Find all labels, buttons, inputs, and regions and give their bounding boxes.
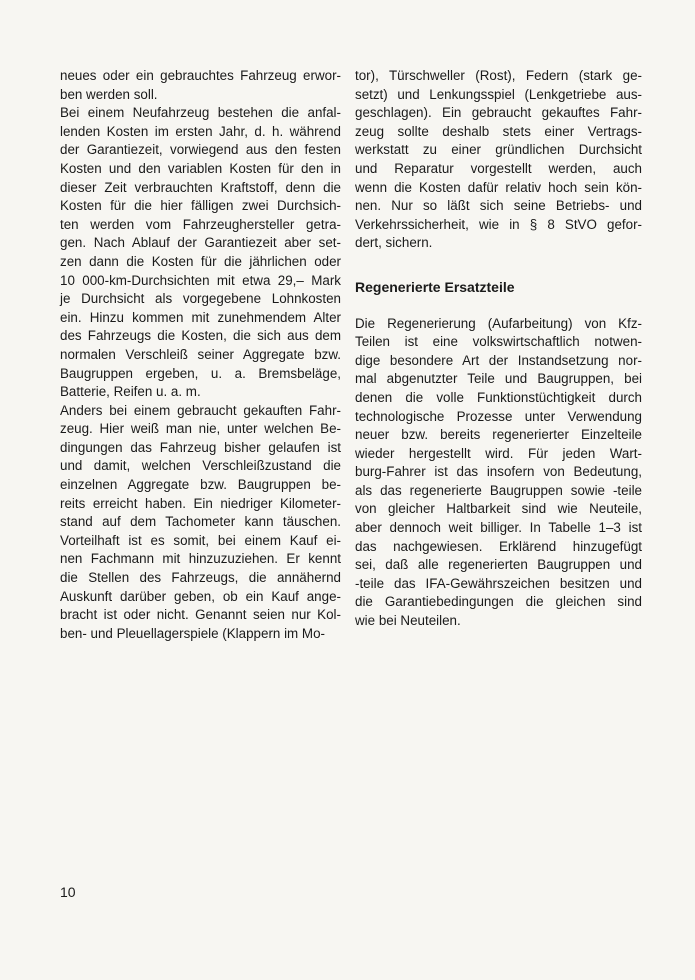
text-line: des Fahrzeugs die Kosten, die sich aus dem: [60, 328, 341, 344]
text-line: neuer bzw. bereits regenerierter Einzelteile: [355, 427, 642, 443]
section-heading: Regenerierte Ersatzteile: [355, 278, 515, 295]
text-line: stand auf dem Tachometer kann täuschen.: [60, 514, 341, 530]
text-line: Verkehrssicherheit, wie in § 8 StVO gefor-: [355, 216, 642, 232]
page-number: 10: [60, 884, 76, 900]
text-line: dieser Zeit verbrauchten Kraftstoff, denn die: [60, 179, 341, 195]
text-line: gen. Nach Ablauf der Garantiezeit aber set-: [60, 235, 341, 251]
text-line: Kosten für die hier fälligen zwei Durchsich-: [60, 198, 341, 214]
text-line: Die Regenerierung (Aufarbeitung) von Kfz-: [355, 315, 642, 331]
text-line: geschlagen). Ein gebraucht gekauftes Fahr-: [355, 105, 642, 121]
text-line: der Garantiezeit, vorwiegend aus den festen: [60, 142, 341, 158]
text-line: aber dennoch weit billiger. In Tabelle 1–3 ist: [355, 520, 642, 536]
text-line: nen Fachmann mit hinzuzuziehen. Er kennt: [60, 551, 341, 567]
right-column-paragraph: [355, 67, 642, 253]
right-text-column: [355, 67, 642, 631]
text-line: denen die volle Funktionstüchtigkeit durch: [355, 389, 642, 405]
text-line: normalen Verschleiß seiner Aggregate bzw.: [60, 346, 341, 362]
text-line: mal abgenutzter Teile und Baugruppen, bei: [355, 371, 642, 387]
text-line: technologische Prozesse unter Verwendung: [355, 408, 642, 424]
text-line: zeug. Hier weiß man nie, unter welchen Be-: [60, 421, 341, 437]
text-line: als das regenerierte Baugruppen sowie -teile: [355, 482, 642, 498]
text-line: lenden Kosten im ersten Jahr, d. h. während: [60, 123, 341, 139]
text-line: Batterie, Reifen u. a. m.: [60, 384, 201, 400]
text-line: Auskunft darüber geben, ob ein Kauf ange-: [60, 588, 341, 604]
text-line: Vorteilhaft ist es somit, bei einem Kauf ei-: [60, 532, 341, 548]
text-line: reits erreicht haben. Ein niedriger Kilometer-: [60, 495, 341, 511]
text-line: bracht ist oder nicht. Genannt seien nur Kol-: [60, 607, 341, 623]
text-line: dingungen das Fahrzeug bisher gelaufen ist: [60, 439, 341, 455]
text-line: und Reparatur vorgestellt werden, auch: [355, 160, 642, 176]
text-line: zen dann die Kosten für die jährlichen oder: [60, 253, 341, 269]
text-line: neues oder ein gebrauchtes Fahrzeug erwor-: [60, 68, 341, 83]
text-line: Teilen ist eine volkswirtschaftlich notwen-: [355, 334, 642, 350]
text-line: Anders bei einem gebraucht gekauften Fahr-: [60, 402, 341, 418]
text-line: zeug sollte deshalb stets einer Vertrags-: [355, 123, 642, 139]
text-line: von gleicher Haltbarkeit sind wie Neuteile,: [355, 501, 642, 517]
text-line: -teile das IFA-Gewährszeichen besitzen und: [355, 575, 642, 591]
text-line: dert, sichern.: [355, 235, 433, 251]
text-line: ben- und Pleuellagerspiele (Klappern im Mo-: [60, 625, 325, 641]
right-column-section-body: [355, 315, 642, 631]
text-line: Baugruppen ergeben, u. a. Bremsbeläge,: [60, 365, 341, 381]
text-line: wie bei Neuteilen.: [355, 613, 461, 629]
text-line: sei, daß alle regenerierten Baugruppen und: [355, 557, 642, 573]
text-line: die Stellen des Fahrzeugs, die annähernd: [60, 570, 341, 586]
text-line: und damit, welchen Verschleißzustand die: [60, 458, 341, 474]
text-line: ben werden soll.: [60, 86, 158, 102]
text-line: nen. Nur so läßt sich seine Betriebs- und: [355, 198, 642, 214]
text-line: dige besondere Art der Instandsetzung nor-: [355, 352, 642, 368]
text-line: je Durchsicht als vorgegebene Lohnkosten: [60, 291, 341, 307]
text-line: ten werden vom Fahrzeughersteller getra-: [60, 216, 341, 232]
text-line: wenn die Kosten dafür relativ hoch sein kön-: [355, 179, 642, 195]
text-line: ein. Hinzu kommen mit zunehmendem Alter: [60, 309, 341, 325]
text-line: werkstatt zu einer gründlichen Durchsicht: [355, 142, 642, 158]
text-line: burg-Fahrer ist das insofern von Bedeutung,: [355, 464, 642, 480]
left-text-column: [60, 67, 341, 643]
text-line: wieder hergestellt wird. Für jeden Wart-: [355, 445, 642, 461]
text-line: die Garantiebedingungen die gleichen sind: [355, 594, 642, 610]
text-line: einzelnen Aggregate bzw. Baugruppen be-: [60, 477, 341, 493]
text-line: tor), Türschweller (Rost), Federn (stark ge-: [355, 68, 642, 83]
text-line: 10 000-km-Durchsichten mit etwa 29,– Mark: [60, 272, 341, 288]
text-line: setzt) und Lenkungsspiel (Lenkgetriebe aus-: [355, 86, 642, 102]
text-line: Bei einem Neufahrzeug bestehen die anfal-: [60, 105, 341, 121]
text-line: Kosten und den variablen Kosten für den in: [60, 160, 341, 176]
text-line: das nachgewiesen. Erklärend hinzugefügt: [355, 538, 642, 554]
